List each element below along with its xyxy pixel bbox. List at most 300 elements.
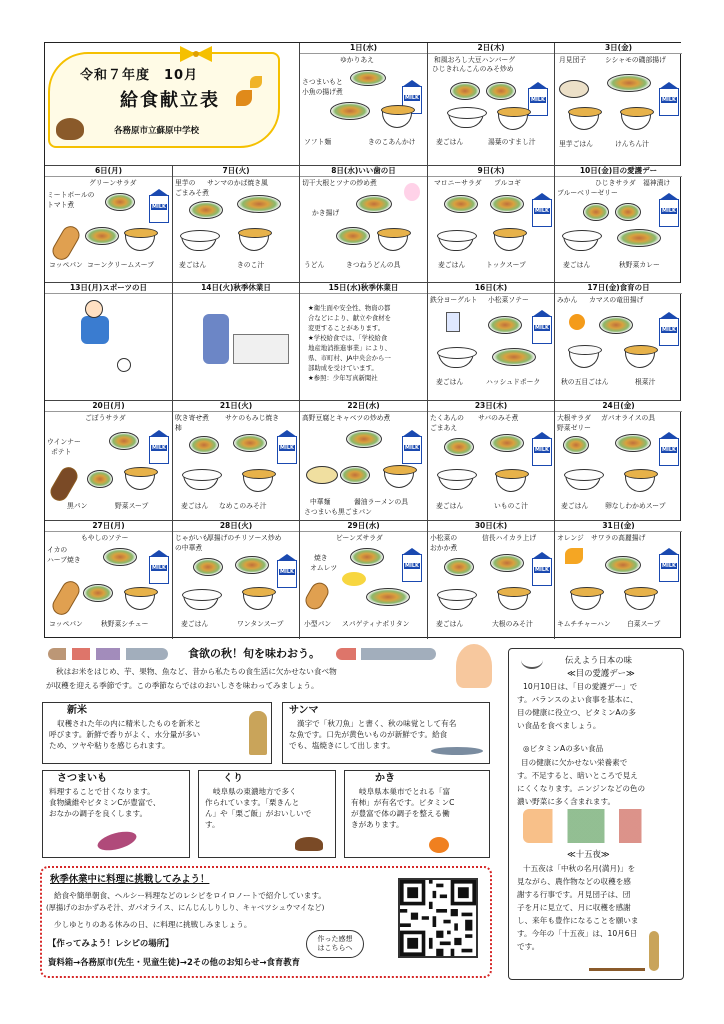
menu-item: 湯葉のすまし汁 xyxy=(488,138,536,146)
dish-image xyxy=(125,233,155,251)
dish-image xyxy=(189,201,223,219)
menu-item: じゃがいも xyxy=(175,534,209,542)
dish-image xyxy=(492,348,536,366)
week-row-3 xyxy=(45,282,680,400)
recipe-place-label: 【作ってみよう！レシピの場所】 xyxy=(48,938,174,948)
milk-carton-icon xyxy=(532,558,552,586)
sanma-title: サンマ xyxy=(289,705,319,716)
week-row-4 xyxy=(45,400,680,520)
dish-image xyxy=(105,193,135,211)
side-p1-line: い食品を食べましょう。 xyxy=(517,721,601,730)
menu-item: 醤油ラーメンの具 xyxy=(354,498,409,506)
day-cell-17 xyxy=(554,283,682,400)
mikan-image xyxy=(569,314,585,330)
milk-carton-icon xyxy=(532,438,552,466)
tsukimi-icon xyxy=(521,651,543,669)
satsuma-box xyxy=(42,770,190,858)
dish-image xyxy=(625,350,655,368)
menu-item: 小松菜の xyxy=(430,534,458,542)
autumn-food-icons-left xyxy=(48,648,168,660)
dish-image xyxy=(306,466,338,484)
menu-item: 根菜汁 xyxy=(635,378,656,386)
day-head: 15日(水)秋季休業日 xyxy=(300,283,427,294)
menu-item: きつねうどんの具 xyxy=(346,261,401,269)
side-title: 伝えよう日本の味 xyxy=(565,655,632,665)
bread-image xyxy=(49,223,83,263)
feedback-bubble[interactable] xyxy=(306,930,364,958)
sanma-line: でも、塩焼きにして出します。 xyxy=(289,740,395,750)
side-p2-line: にくくなります。ニンジンなどの色の xyxy=(517,784,646,793)
menu-item: 厚揚げのチリソース炒め xyxy=(207,534,282,542)
milk-carton-icon xyxy=(277,560,297,588)
menu-item: オレンジ xyxy=(557,534,584,542)
milk-carton-icon xyxy=(277,436,297,464)
bread-image xyxy=(49,578,83,618)
dish-image xyxy=(109,432,139,450)
satsuma-line: 料理することで甘くなります。 xyxy=(49,786,155,796)
menu-item: 大根のみそ汁 xyxy=(492,620,533,628)
menu-item: 麦ごはん xyxy=(436,378,464,386)
dish-image xyxy=(87,470,113,488)
notice-line: ★衛生面や安全性、物資の都 xyxy=(308,304,391,312)
dish-image xyxy=(599,316,633,334)
day-cell-27 xyxy=(45,521,172,639)
milk-carton-icon xyxy=(659,199,679,227)
kuri-line: ん」や「栗ご飯」がおいしいで xyxy=(205,808,312,818)
kuri-title: くり xyxy=(223,773,243,784)
dish-image xyxy=(490,434,524,452)
kuri-box xyxy=(198,770,336,858)
dish-image xyxy=(559,80,589,98)
kuri-line: す。 xyxy=(205,820,220,830)
menu-item: 高野豆腐とキャベツの炒め煮 xyxy=(302,414,391,422)
menu-item: 柿 xyxy=(175,424,182,432)
menu-item: マロニーサラダ xyxy=(434,179,482,187)
day-head: 29日(水) xyxy=(300,521,427,532)
menu-item: 麦ごはん xyxy=(438,261,466,269)
menu-item: 信長ハイカラ上げ xyxy=(482,534,537,542)
day-cell-13 xyxy=(45,283,172,400)
dish-image xyxy=(563,436,589,454)
side-p2-line: 目の健康に欠かせない栄養素で xyxy=(521,758,628,767)
menu-item: 麦ごはん xyxy=(561,502,589,510)
dish-image xyxy=(621,112,651,130)
day-cell-24 xyxy=(554,401,682,520)
challenge-line: 少しゆとりのある休みの日、に料理に挑戦しみましょう。 xyxy=(54,920,252,929)
side-h2: ◎ビタミンAの多い食品 xyxy=(523,744,604,753)
dish-image xyxy=(488,316,522,334)
day-cell-6 xyxy=(45,166,172,282)
menu-item: きのこ汁 xyxy=(237,261,265,269)
menu-item: オムレツ xyxy=(310,564,338,572)
menu-item: ごまあえ xyxy=(430,424,458,432)
kaki-box xyxy=(344,770,490,858)
kaki-line: きがあります。 xyxy=(351,820,404,830)
notice-line: 地産地消推進事業」により、 xyxy=(308,344,392,352)
menu-item: ワンタンスープ xyxy=(237,620,284,628)
dish-image xyxy=(83,584,113,602)
notice-line: ★学校給食では、「学校給食 xyxy=(308,334,388,342)
autumn-food-icons-right xyxy=(336,648,436,660)
menu-item: 小魚の揚げ煮 xyxy=(302,88,343,96)
menu-item: 麦ごはん xyxy=(436,138,464,146)
orange-image xyxy=(565,548,583,564)
dish-image xyxy=(189,436,219,454)
menu-item: 月見団子 xyxy=(559,56,587,64)
side-sub1: ≪目の愛護デー≫ xyxy=(567,668,635,678)
milk-carton-icon xyxy=(402,554,422,582)
milk-carton-icon xyxy=(149,195,169,223)
menu-item: グリーンサラダ xyxy=(89,179,137,187)
challenge-line: 給食や簡単朝食、ヘルシー料理などのレシピをロイロノートで紹介しています。 xyxy=(54,891,326,900)
day-head: 14日(火)秋季休業日 xyxy=(173,283,299,294)
menu-grid xyxy=(44,42,681,638)
dish-image xyxy=(183,474,219,490)
feedback-line: 作った感想 xyxy=(317,935,353,943)
dish-image xyxy=(448,112,484,128)
dish-image xyxy=(563,235,599,251)
side-column xyxy=(508,648,684,980)
dish-image xyxy=(444,195,478,213)
dish-image xyxy=(243,474,273,492)
rice-stalk-icon xyxy=(249,711,267,755)
day-head: 30日(木) xyxy=(428,521,554,532)
day-head: 9日(木) xyxy=(428,166,554,177)
menu-item: 野菜スープ xyxy=(115,502,149,510)
dish-image xyxy=(625,592,655,610)
dish-image xyxy=(617,229,661,247)
menu-item: たくあんの xyxy=(430,414,464,422)
side-p2-line: す。不足すると、暗いところで見え xyxy=(517,771,638,780)
day-cell-16 xyxy=(427,283,554,400)
menu-item: さつまいもと xyxy=(302,78,343,86)
notice-line: 変更することがあります。 xyxy=(308,324,385,332)
qr-code-pattern xyxy=(400,880,476,956)
side-p3-line: 十五夜は「中秋の名月(満月)」を xyxy=(523,864,636,873)
menu-item: ソフト麺 xyxy=(304,138,332,146)
yogurt-cup-image xyxy=(446,312,460,332)
menu-item: プルコギ xyxy=(494,179,521,187)
dish-image xyxy=(378,233,408,251)
day-cell-30 xyxy=(427,521,554,639)
menu-item: シシャモの磯部揚げ xyxy=(605,56,666,64)
chestnut-icon xyxy=(295,837,323,851)
notice-line: 部助成を受けています。 xyxy=(308,364,378,372)
menu-item: 秋野菜シチュー xyxy=(101,620,149,628)
kaki-title: かき xyxy=(375,773,395,784)
milk-carton-icon xyxy=(532,199,552,227)
omelet-image xyxy=(342,572,366,586)
side-p3-line: す。今年の「十五夜」は、10月6日 xyxy=(517,929,638,938)
milk-carton-icon xyxy=(532,316,552,344)
day-head: 21日(火) xyxy=(173,401,299,412)
recipe-path: 資料箱→各務原市(先生・児童生徒)→2その他のお知らせ→食育教育 xyxy=(48,957,301,967)
dish-image xyxy=(366,588,410,606)
sanma-line: な魚です。口先が黄色いものが新鮮です。給食 xyxy=(289,729,448,739)
side-sub2: ≪十五夜≫ xyxy=(567,849,610,859)
side-p3-line: 見ながら、農作物などの収穫を感 xyxy=(517,877,631,886)
dish-image xyxy=(125,592,155,610)
menu-item: の中華煮 xyxy=(175,544,203,552)
notice-line: 県、市町村、JA中央会から一 xyxy=(308,354,391,362)
fish-icon xyxy=(431,747,483,755)
dish-image xyxy=(243,592,273,610)
menu-item: 里芋ごはん xyxy=(559,140,593,148)
day-head: 6日(月) xyxy=(45,166,172,177)
menu-item: ポテト xyxy=(51,448,72,456)
week-row-1 xyxy=(45,43,680,165)
feedback-line: はこちらへ xyxy=(317,943,353,952)
sanma-box xyxy=(282,702,490,764)
dish-image xyxy=(565,474,601,490)
satsuma-line: おなかの調子を良くします。 xyxy=(49,808,148,818)
menu-item: 切干大根とツナの炒め煮 xyxy=(302,179,377,187)
day-head: 23日(木) xyxy=(428,401,554,412)
menu-item: みかん xyxy=(557,296,578,304)
dish-image xyxy=(444,558,474,576)
kaki-line: 有柿」が有名です。ビタミンC xyxy=(351,797,455,807)
dish-image xyxy=(233,434,267,452)
tsukimi-dango-icon xyxy=(589,939,645,971)
dish-image xyxy=(583,203,609,221)
menu-item: 野菜ゼリー xyxy=(557,424,591,432)
day-cell-10 xyxy=(554,166,682,282)
day-cell-1 xyxy=(299,43,427,165)
menu-item: サンマのかば焼き風 xyxy=(207,179,268,187)
dish-image xyxy=(450,82,480,100)
dish-image xyxy=(571,592,601,610)
day-cell-22 xyxy=(299,401,427,520)
menu-item: 麦ごはん xyxy=(181,502,209,510)
menu-item: ウインナー xyxy=(47,438,81,446)
dish-image xyxy=(193,558,223,576)
running-boy-image xyxy=(81,316,109,344)
shinmai-line: 収穫された年の内に精米したものを新米と xyxy=(57,718,202,728)
tooth-character-icon xyxy=(404,183,420,201)
shinmai-box xyxy=(42,702,272,764)
menu-item: カマスの竜田揚げ xyxy=(589,296,644,304)
bread-image xyxy=(302,579,332,612)
qr-code[interactable] xyxy=(398,878,478,958)
menu-item: サケのもみじ焼き xyxy=(225,414,280,422)
dish-image xyxy=(496,474,526,492)
satsuma-title: さつまいも xyxy=(57,773,107,784)
menu-item: 麦ごはん xyxy=(563,261,591,269)
menu-item: 大根サラダ xyxy=(557,414,591,422)
menu-item: 鉄分ヨーグルト xyxy=(430,296,478,304)
day-head: 28日(火) xyxy=(173,521,299,532)
side-p1-line: 目の健康に役立つ、ビタミンAの多 xyxy=(517,708,636,717)
kaki-line: が豊富で体の調子を整える働 xyxy=(351,808,450,818)
eye-food-illustration xyxy=(523,809,671,843)
satsuma-line: 食物繊維やビタミンCが豊富で、 xyxy=(49,797,161,807)
shinmai-line: 呼びます。新鮮で香りがよく、水分量が多い xyxy=(49,729,201,739)
challenge-title: 秋季休業中に料理に挑戦してみよう！ xyxy=(50,874,210,885)
menu-item: 焼き xyxy=(314,554,328,562)
dish-image xyxy=(498,112,528,130)
challenge-line: (厚揚げのおかずみそ汁、ガパオライス、にんじんしりしり、キャベツシュウマイなど) xyxy=(46,903,325,912)
dish-image xyxy=(181,235,217,251)
title-year: 令和７年度 10月 xyxy=(80,68,199,83)
menu-item: いものこ汁 xyxy=(494,502,528,510)
dish-image xyxy=(438,474,474,490)
autumn-heading: 食欲の秋！旬を味わおう。 xyxy=(188,647,320,660)
milk-carton-icon xyxy=(659,554,679,582)
day-head: 17日(金)食育の日 xyxy=(555,283,682,294)
menu-item: ゆかりあえ xyxy=(340,56,374,64)
notice-line: 合などにより、献立や食材を xyxy=(308,314,392,322)
kuri-line: 作られています。「栗きんと xyxy=(205,797,300,807)
dish-image xyxy=(625,474,655,492)
menu-item: 白菜スープ xyxy=(627,620,661,628)
menu-item: ごまみそ煮 xyxy=(175,189,209,197)
milk-carton-icon xyxy=(149,556,169,584)
day-head: 16日(木) xyxy=(428,283,554,294)
day-cell-2 xyxy=(427,43,554,165)
menu-item: ごぼうサラダ xyxy=(85,414,126,422)
menu-item: うどん xyxy=(304,261,325,269)
menu-item: 黒パン xyxy=(67,502,88,510)
day-head: 7日(火) xyxy=(173,166,299,177)
day-cell-8 xyxy=(299,166,427,282)
menu-item: キムチチャーハン xyxy=(557,620,611,628)
dish-image xyxy=(490,195,524,213)
day-cell-21 xyxy=(172,401,299,520)
day-head: 27日(月) xyxy=(45,521,172,532)
day-head: 10日(金)目の愛護デー xyxy=(555,166,682,177)
dish-image xyxy=(356,195,392,213)
day-head: 22日(水) xyxy=(300,401,427,412)
dish-image xyxy=(183,594,219,610)
day-head: 31日(金) xyxy=(555,521,682,532)
dish-image xyxy=(569,112,599,130)
dish-image xyxy=(336,227,370,245)
menu-item: 和風おろし大豆ハンバーグ xyxy=(434,56,516,64)
menu-item: コッペパン xyxy=(49,620,83,628)
menu-item: ハーブ焼き xyxy=(47,556,81,564)
menu-item: コッペパン xyxy=(49,261,83,269)
day-cell-23 xyxy=(427,401,554,520)
dish-image xyxy=(350,70,386,86)
day-cell-29 xyxy=(299,521,427,639)
dish-image xyxy=(498,592,528,610)
autumn-intro-1: 秋はお米をはじめ、芋、果物、魚など、昔から私たちの食生活に欠かせない食べ物 xyxy=(56,667,337,676)
kitchen-counter-image xyxy=(233,334,289,364)
sanma-line: 漢字で「秋刀魚」と書く、秋の味覚として有名 xyxy=(297,718,457,728)
menu-item: 卵なしわかめスープ xyxy=(605,502,666,510)
milk-carton-icon xyxy=(659,88,679,116)
menu-item: トックスープ xyxy=(486,261,526,269)
menu-item: なめこのみそ汁 xyxy=(219,502,267,510)
day-cell-31 xyxy=(554,521,682,639)
side-p3-line: し、来年も豊作になることを願いま xyxy=(517,916,639,925)
day-head: 20日(月) xyxy=(45,401,172,412)
school-name: 各務原市立蘇原中学校 xyxy=(114,126,200,136)
menu-item: イカの xyxy=(47,546,68,554)
menu-item: もやしのソテー xyxy=(81,534,129,542)
day-head: 2日(木) xyxy=(428,43,554,54)
menu-item: トマト煮 xyxy=(47,201,75,209)
autumn-intro-2: が収穫を迎える季節です。この季節ならではのおいしさを味わってみましょう。 xyxy=(46,681,319,690)
dish-image xyxy=(605,556,641,574)
dish-image xyxy=(85,227,119,245)
dish-image xyxy=(494,233,524,251)
page-title: 給食献立表 xyxy=(120,90,220,111)
side-p2-line: 濃い野菜に多く含まれます。 xyxy=(517,797,616,806)
milk-carton-icon xyxy=(402,436,422,464)
menu-item: おかか煮 xyxy=(430,544,458,552)
day-cell-14 xyxy=(172,283,299,400)
menu-item: サワラの高麗揚げ xyxy=(591,534,646,542)
menu-item: かき揚げ xyxy=(312,209,340,217)
bread-image xyxy=(47,464,81,504)
day-cell-9 xyxy=(427,166,554,282)
menu-item: 里芋の xyxy=(175,179,196,187)
menu-item: 麦ごはん xyxy=(436,620,464,628)
side-p3-line: 謝する行事です。月見団子は、団 xyxy=(517,890,631,899)
girl-icon xyxy=(456,644,492,688)
menu-item: ビーンズサラダ xyxy=(336,534,383,542)
milk-carton-icon xyxy=(528,88,548,116)
cooking-student-image xyxy=(203,314,229,364)
menu-item: きのこあんかけ xyxy=(368,138,416,146)
day-cell-28 xyxy=(172,521,299,639)
dish-image xyxy=(607,74,651,92)
side-p3-line: です。 xyxy=(517,942,540,951)
susuki-icon xyxy=(649,931,659,971)
menu-item: ひじきサラダ xyxy=(595,179,636,187)
menu-item: 吹き寄せ煮 xyxy=(175,414,209,422)
notice-line: ★参照：少年写真新聞社 xyxy=(308,374,378,382)
menu-item: ひじきれんこんのみそ炒め xyxy=(432,65,514,73)
milk-carton-icon xyxy=(659,438,679,466)
dish-image xyxy=(382,110,412,128)
menu-item: 麦ごはん xyxy=(179,261,207,269)
menu-item: ブルーベリーゼリー xyxy=(557,189,618,197)
dish-image xyxy=(235,556,269,574)
day-head: 24日(金) xyxy=(555,401,682,412)
boy-head xyxy=(85,300,103,318)
milk-carton-icon xyxy=(149,436,169,464)
dish-image xyxy=(490,554,524,572)
dish-image xyxy=(346,430,382,448)
menu-item: ミートボールの xyxy=(47,191,95,199)
dish-image xyxy=(103,548,137,566)
day-head: 13日(月)スポーツの日 xyxy=(45,283,172,294)
menu-item: 中華麺 xyxy=(310,498,331,506)
shinmai-title: 新米 xyxy=(67,705,87,716)
week-row-2 xyxy=(45,165,680,282)
persimmon-icon xyxy=(429,837,449,853)
menu-item: 秋野菜カレー xyxy=(619,261,660,269)
dish-image xyxy=(125,472,155,490)
kuri-line: 岐阜県の東濃地方で多く xyxy=(213,786,297,796)
menu-item: スパゲティナポリタン xyxy=(342,620,410,628)
dish-image xyxy=(438,594,474,610)
dish-image xyxy=(615,434,651,452)
side-p1-line: す。バランスのよい食事を基本に、 xyxy=(517,695,638,704)
menu-item: ガパオライスの具 xyxy=(601,414,656,422)
day-cell-15 xyxy=(299,283,427,400)
day-cell-7 xyxy=(172,166,299,282)
day-cell-3 xyxy=(554,43,682,165)
dish-image xyxy=(486,82,516,100)
dish-image xyxy=(615,203,641,221)
day-head: 3日(金) xyxy=(555,43,682,54)
menu-item: 小型パン xyxy=(304,620,332,628)
dish-image xyxy=(438,352,474,368)
week-row-5 xyxy=(45,520,680,639)
